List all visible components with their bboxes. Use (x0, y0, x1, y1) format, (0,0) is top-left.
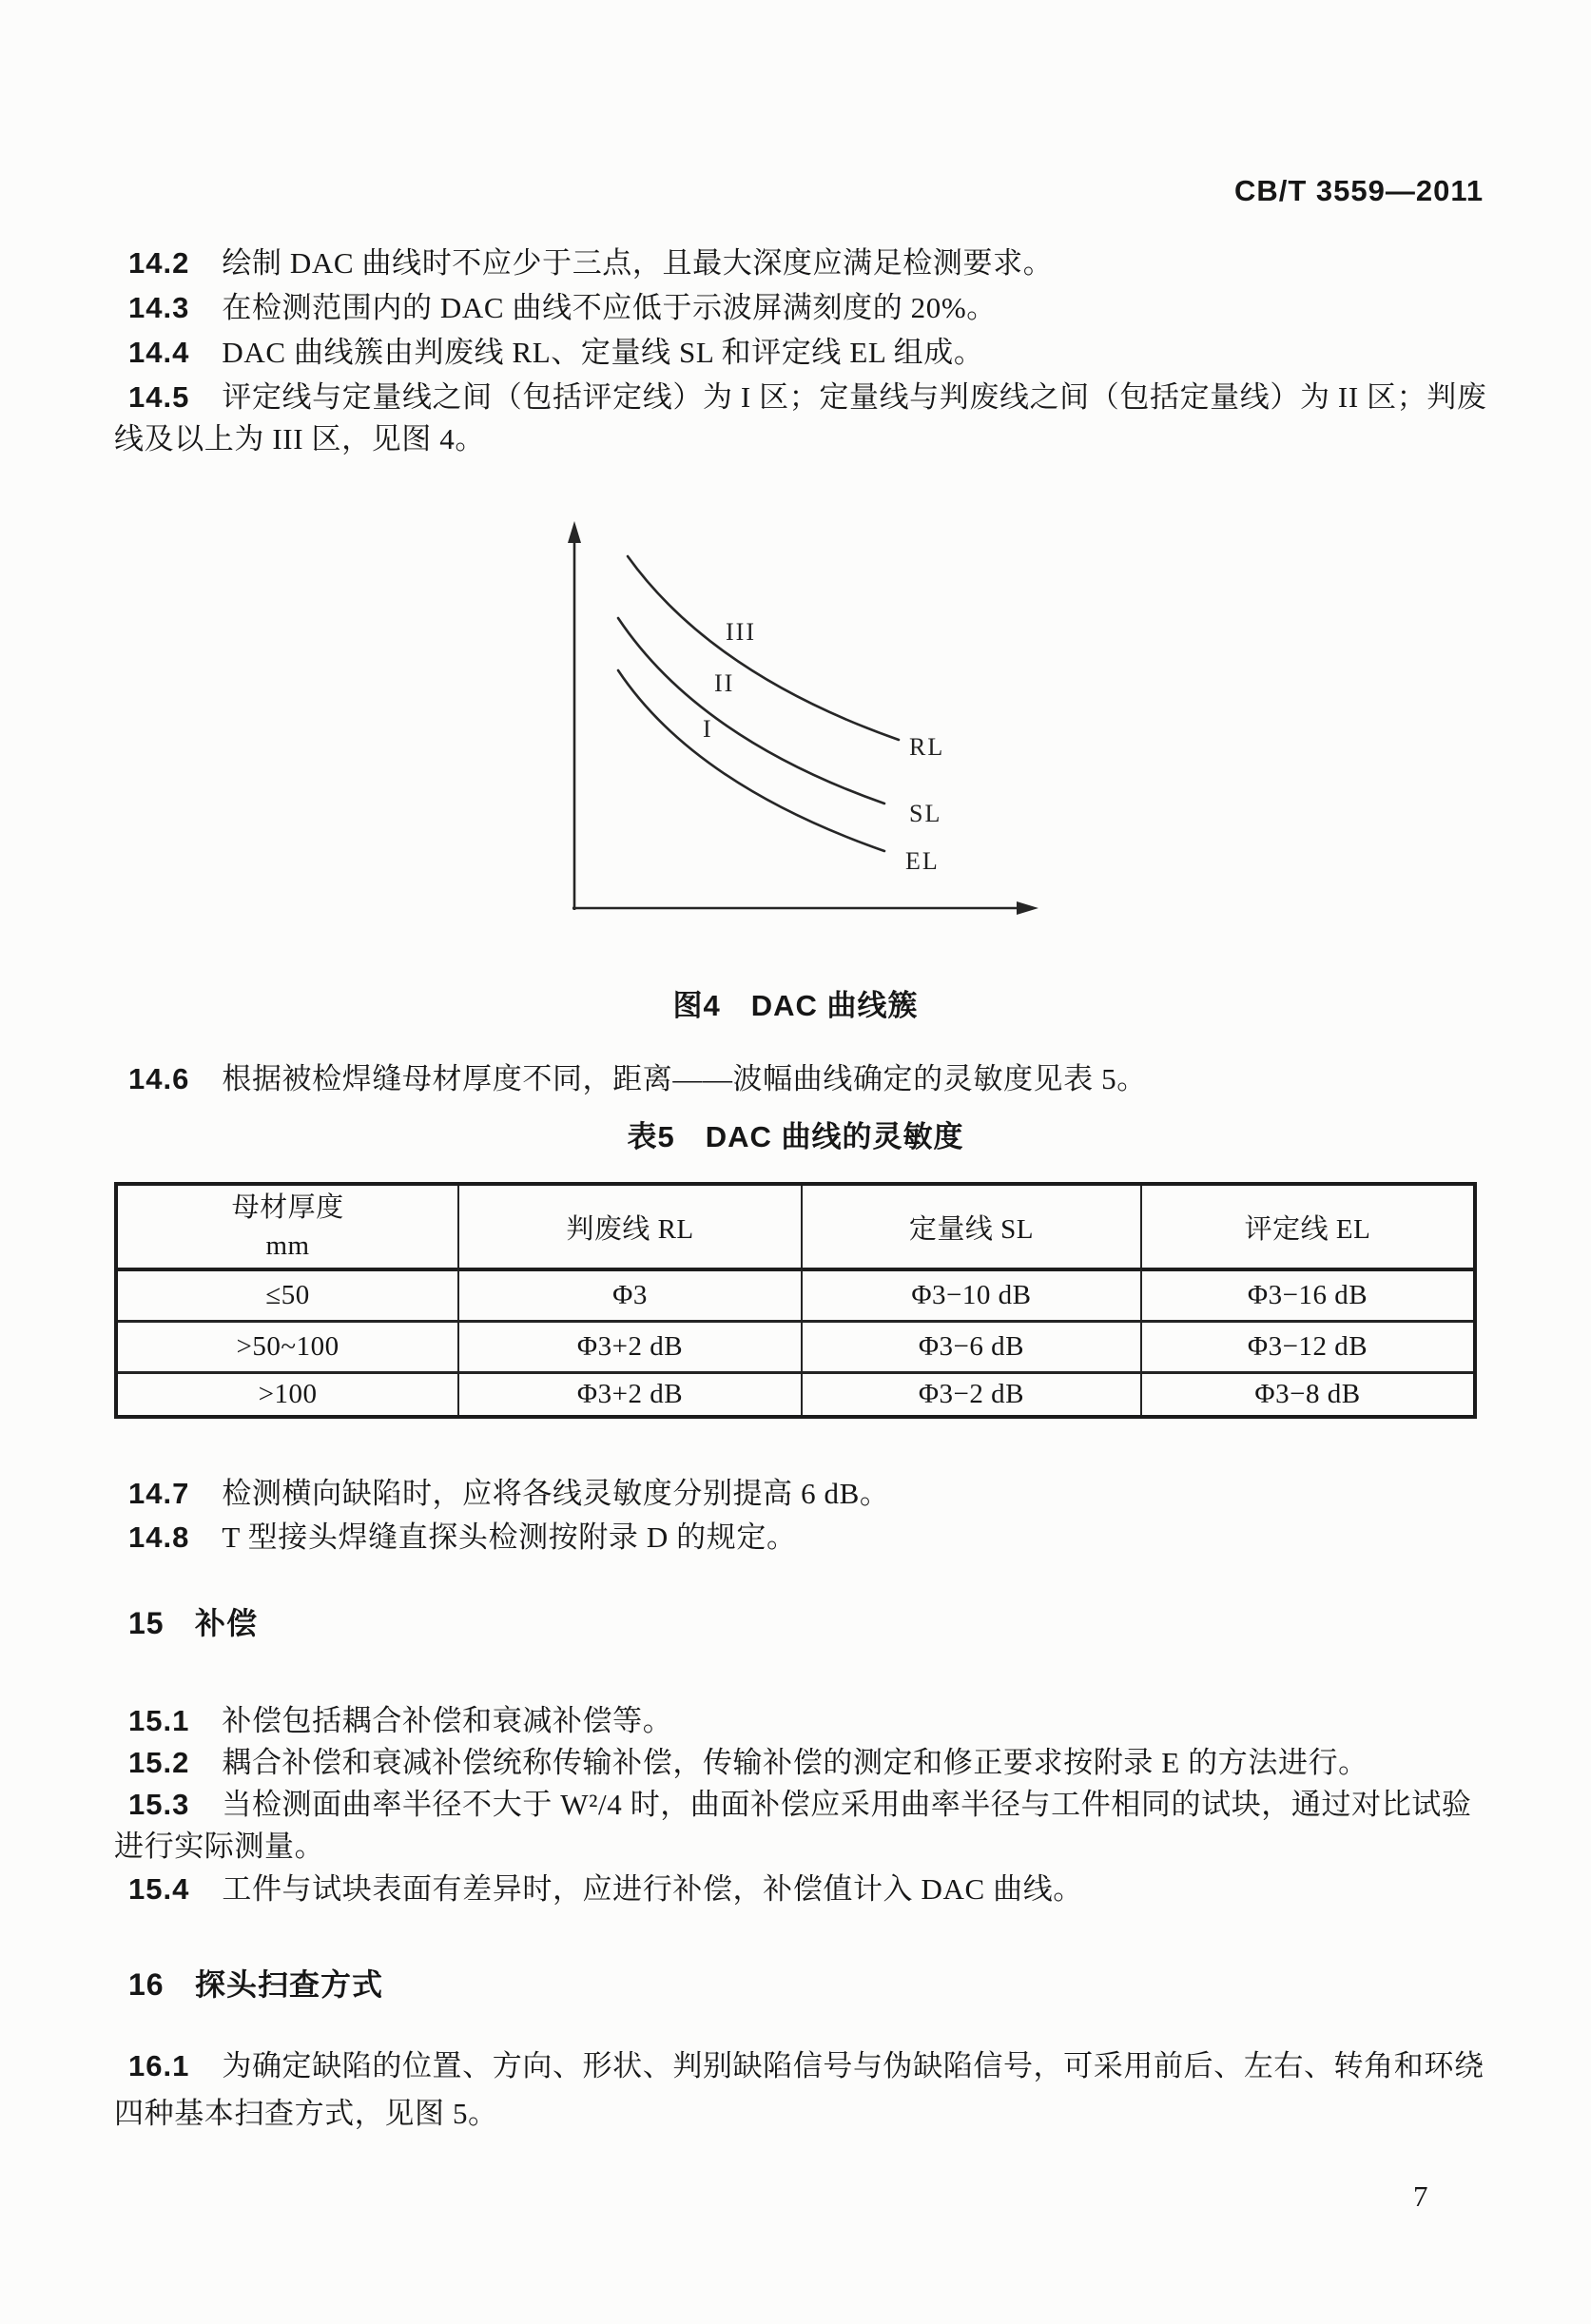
table-header-thickness-label: 母材厚度 (231, 1192, 344, 1223)
paragraph-14-4 (128, 335, 983, 371)
paragraph-14-2 (128, 245, 1053, 281)
table-cell: >100 (118, 1371, 457, 1415)
zone-label-iii: III (726, 618, 756, 646)
section-text: 耦合补偿和衰减补偿统称传输补偿，传输补偿的测定和修正要求按附录 E 的方法进行。 (222, 1746, 1368, 1779)
sensitivity-table (114, 1182, 1477, 1419)
curve-label-sl: SL (909, 800, 942, 827)
heading-16 (128, 1966, 383, 2003)
section-number: 15.3 (128, 1788, 190, 1821)
y-axis-arrow-icon (568, 521, 581, 543)
section-text: 根据被检焊缝母材厚度不同，距离——波幅曲线确定的灵敏度见表 5。 (222, 1062, 1147, 1095)
paragraph-15-3 (128, 1787, 1472, 1823)
table-cell: Φ3 (457, 1268, 801, 1320)
paragraph-14-8 (128, 1520, 797, 1556)
table-header-el: 评定线 EL (1140, 1186, 1473, 1268)
paragraph-14-6 (128, 1061, 1147, 1097)
section-text: T 型接头焊缝直探头检测按附录 D 的规定。 (222, 1520, 797, 1554)
table-header-thickness (118, 1186, 457, 1268)
section-number: 14.6 (128, 1062, 190, 1095)
section-number: 14.2 (128, 246, 190, 280)
figure-dac-curves (533, 513, 1065, 932)
table-cell: Φ3+2 dB (457, 1320, 801, 1371)
section-number: 16.1 (128, 2049, 190, 2082)
section-number: 14.3 (128, 291, 190, 324)
curve-label-el: EL (905, 847, 940, 875)
paragraph-14-5 (128, 379, 1487, 416)
table-header-thickness-unit: mm (265, 1230, 310, 1261)
table-cell: Φ3+2 dB (457, 1371, 801, 1415)
x-axis-arrow-icon (1017, 901, 1038, 915)
section-text: 在检测范围内的 DAC 曲线不应低于示波屏满刻度的 20%。 (222, 291, 997, 324)
heading-title: 补偿 (195, 1606, 259, 1640)
table-cell: Φ3−2 dB (801, 1371, 1140, 1415)
section-text: 补偿包括耦合补偿和衰减补偿等。 (222, 1704, 673, 1737)
paragraph-16-1 (128, 2048, 1484, 2084)
heading-title: 探头扫查方式 (195, 1967, 384, 2002)
table-title: 表5 DAC 曲线的灵敏度 (627, 1120, 964, 1153)
section-text: 绘制 DAC 曲线时不应少于三点，且最大深度应满足检测要求。 (222, 246, 1054, 280)
heading-number: 16 (128, 1967, 165, 2002)
paragraph-15-1 (128, 1703, 672, 1739)
paragraph-16-1-line2: 四种基本扫查方式，见图 5。 (114, 2097, 498, 2130)
section-text: 评定线与定量线之间（包括评定线）为 I 区；定量线与判废线之间（包括定量线）为 II 区；判废 (222, 380, 1487, 414)
figure-caption: 图4 DAC 曲线簇 (672, 989, 919, 1022)
paragraph-15-2 (128, 1745, 1368, 1781)
table-cell: Φ3−10 dB (801, 1268, 1140, 1320)
zone-label-ii: II (714, 669, 735, 697)
section-text: DAC 曲线簇由判废线 RL、定量线 SL 和评定线 EL 组成。 (222, 336, 984, 369)
page-number: 7 (1413, 2179, 1428, 2213)
zone-label-i: I (703, 715, 713, 743)
paragraph-14-7 (128, 1476, 890, 1512)
heading-number: 15 (128, 1606, 165, 1640)
section-text: 检测横向缺陷时，应将各线灵敏度分别提高 6 dB。 (222, 1477, 890, 1510)
heading-15 (128, 1605, 258, 1641)
section-text: 为确定缺陷的位置、方向、形状、判别缺陷信号与伪缺陷信号，可采用前后、左右、转角和环绕 (222, 2049, 1484, 2082)
table-cell: >50~100 (118, 1320, 457, 1371)
curve-el (618, 670, 884, 851)
table-cell: Φ3−16 dB (1140, 1268, 1473, 1320)
section-number: 14.7 (128, 1477, 190, 1510)
standard-number-header: CB/T 3559—2011 (1234, 174, 1484, 207)
table-cell: Φ3−6 dB (801, 1320, 1140, 1371)
section-number: 15.4 (128, 1872, 190, 1906)
section-number: 14.8 (128, 1520, 190, 1554)
section-text: 工件与试块表面有差异时，应进行补偿，补偿值计入 DAC 曲线。 (222, 1872, 1083, 1906)
paragraph-14-3 (128, 290, 997, 326)
curve-rl (628, 556, 899, 740)
section-number: 14.5 (128, 380, 190, 414)
table-header-sl: 定量线 SL (801, 1186, 1140, 1268)
paragraph-14-5-line2: 线及以上为 III 区，见图 4。 (114, 422, 485, 455)
curve-label-rl: RL (909, 733, 945, 761)
table-cell: ≤50 (118, 1268, 457, 1320)
section-number: 15.2 (128, 1746, 190, 1779)
paragraph-15-3-line2: 进行实际测量。 (114, 1830, 325, 1863)
curve-sl (618, 618, 884, 804)
section-number: 14.4 (128, 336, 190, 369)
section-text: 当检测面曲率半径不大于 W²/4 时，曲面补偿应采用曲率半径与工件相同的试块，通过对比试验 (222, 1788, 1472, 1821)
section-number: 15.1 (128, 1704, 190, 1737)
paragraph-15-4 (128, 1871, 1083, 1908)
table-header-rl: 判废线 RL (457, 1186, 801, 1268)
table-cell: Φ3−12 dB (1140, 1320, 1473, 1371)
table-cell: Φ3−8 dB (1140, 1371, 1473, 1415)
